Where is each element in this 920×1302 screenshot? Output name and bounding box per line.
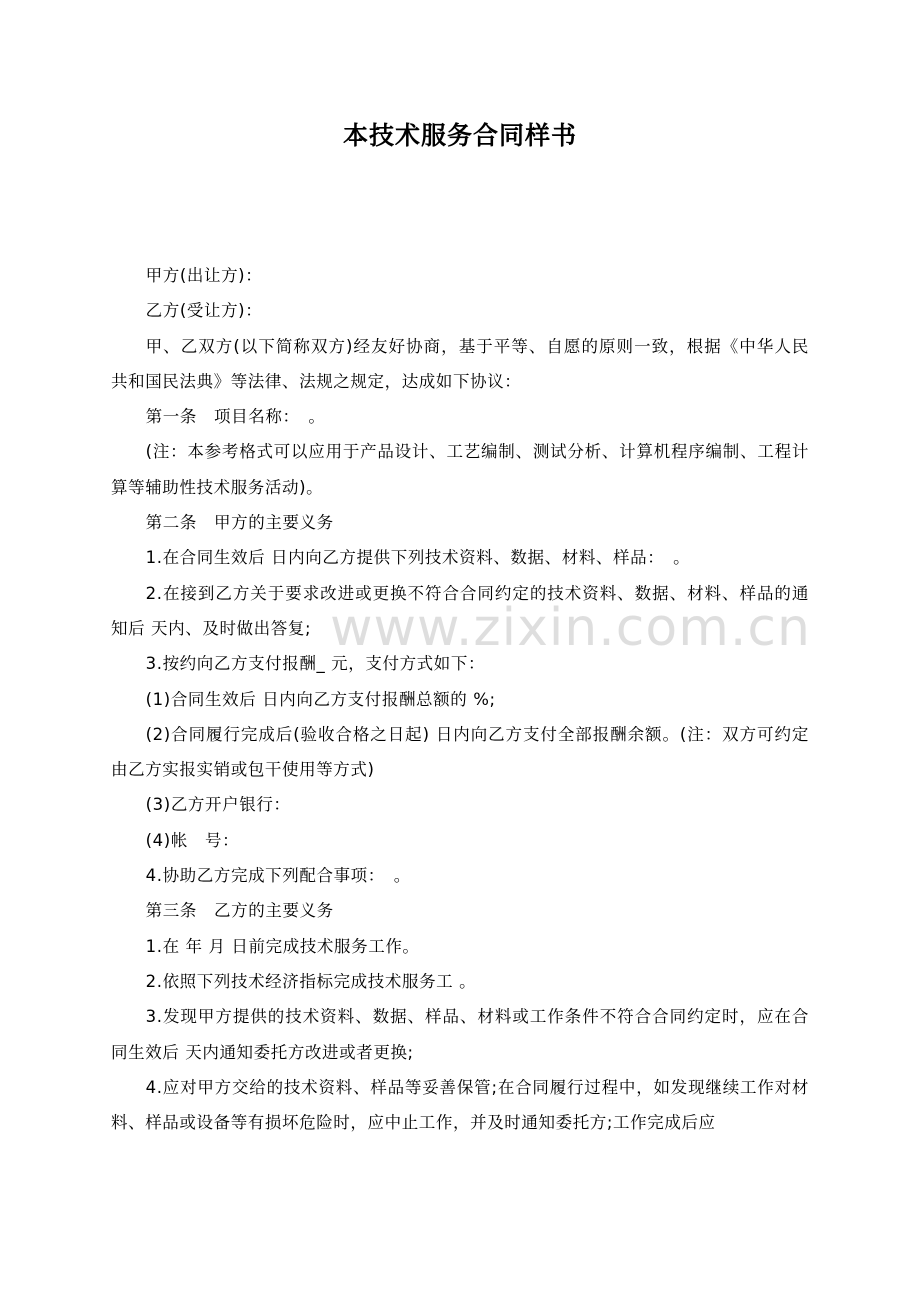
party-b-line: 乙方(受让方)： (145, 301, 263, 321)
article-2-item-3-sub-1: (1)合同生效后 日内向乙方支付报酬总额的 %; (145, 689, 496, 709)
watermark: www.zixin.com.cn (330, 598, 811, 658)
article-1-heading: 第一条 项目名称： 。 (145, 407, 326, 427)
article-3-item-2: 2.依照下列技术经济指标完成技术服务工 。 (145, 971, 477, 991)
preamble-paragraph: 甲、乙双方(以下简称双方)经友好协商，基于平等、自愿的原则一致，根据《中华人民共和国民法典》等法律、法规之规定，达成如下协议： (111, 336, 809, 391)
article-2-item-4: 4.协助乙方完成下列配合事项： 。 (145, 866, 411, 886)
article-2-item-2: 2.在接到乙方关于要求改进或更换不符合合同约定的技术资料、数据、材料、样品的通知后 天内、及时做出答复; (111, 583, 809, 638)
article-3-item-3: 3.发现甲方提供的技术资料、数据、样品、材料或工作条件不符合合同约定时，应在合同生效后 天内通知委托方改进或者更换; (111, 1007, 809, 1062)
article-2-item-3-sub-4: (4)帐 号： (145, 830, 240, 850)
article-2-item-1: 1.在合同生效后 日内向乙方提供下列技术资料、数据、材料、样品： 。 (145, 548, 691, 568)
article-2-item-3-sub-2: (2)合同履行完成后(验收合格之日起) 日内向乙方支付全部报酬余额。(注：双方可约定由乙方实报实销或包干使用等方式) (111, 724, 809, 780)
document-body (111, 258, 809, 1140)
party-a-line: 甲方(出让方)： (145, 266, 263, 285)
article-3-item-1: 1.在 年 月 日前完成技术服务工作。 (145, 936, 420, 956)
article-3-heading: 第三条 乙方的主要义务 (145, 901, 334, 921)
article-2-item-3: 3.按约向乙方支付报酬_ 元，支付方式如下： (145, 654, 486, 674)
article-2-item-3-sub-3: (3)乙方开户银行： (145, 795, 291, 815)
article-2-heading: 第二条 甲方的主要义务 (145, 513, 334, 533)
article-1-note: (注：本参考格式可以应用于产品设计、工艺编制、测试分析、计算机程序编制、工程计算等辅助性技术服务活动)。 (111, 442, 809, 497)
document-title: 本技术服务合同样书 (342, 121, 577, 150)
article-3-item-4: 4.应对甲方交给的技术资料、样品等妥善保管;在合同履行过程中，如发现继续工作对材料、样品或设备等有损坏危险时，应中止工作，并及时通知委托方;工作完成后应 (111, 1077, 809, 1133)
